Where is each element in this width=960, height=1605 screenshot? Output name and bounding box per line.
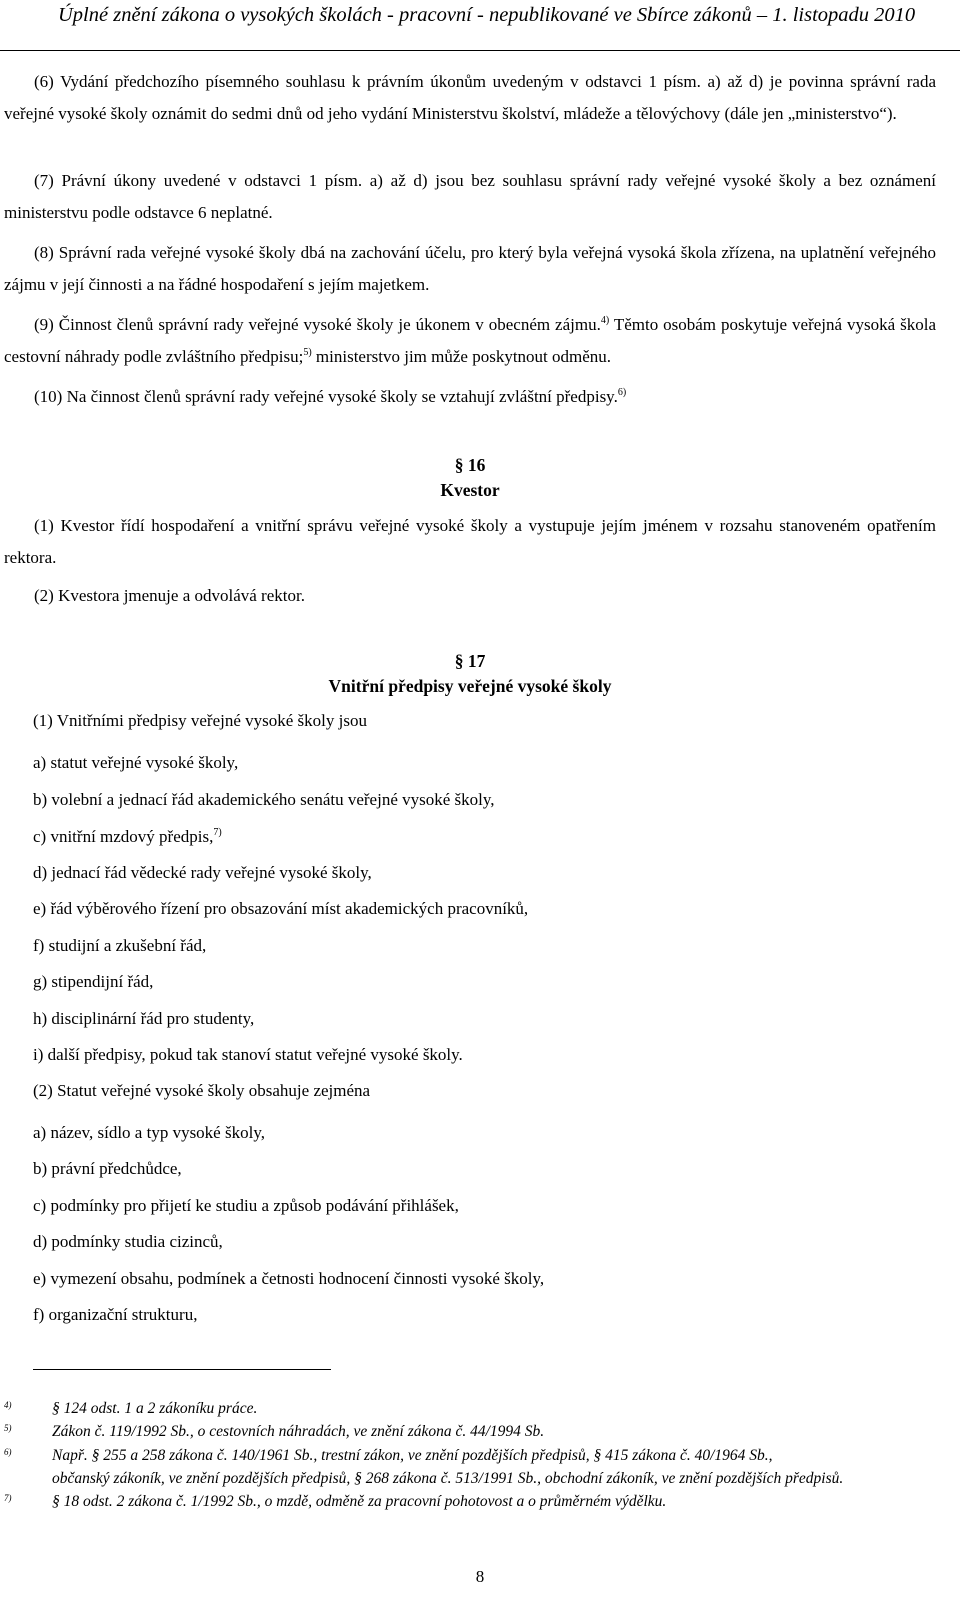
footnote-ref-5: 5) — [303, 347, 312, 358]
list1-item-c — [33, 826, 222, 848]
page-number: 8 — [475, 1567, 485, 1586]
footnote-4-text: § 124 odst. 1 a 2 zákoníku práce. — [52, 1400, 258, 1417]
list1-item-h: h) disciplinární řád pro studenty, — [33, 1009, 255, 1028]
section-17-paragraph-1: (1) Vnitřními předpisy veřejné vysoké školy jsou — [33, 711, 367, 730]
footnote-7-text: § 18 odst. 2 zákona č. 1/1992 Sb., o mzdě, odměně za pracovní pohotovost a o průměrném výdělku. — [52, 1493, 667, 1510]
paragraph-10-text: (10) Na činnost členů správní rady veřejné vysoké školy se vztahují zvláštní předpisy. — [34, 387, 618, 406]
paragraph-9-text-b: Těmto osobám poskytuje veřejná vysoká škola cestovní náhrady podle zvláštního předpisu; — [4, 315, 936, 366]
list1-item-e: e) řád výběrového řízení pro obsazování míst akademických pracovníků, — [33, 899, 529, 918]
header-title: Úplné znění zákona o vysokých školách - pracovní - nepublikované ve Sbírce zákonů – 1. listopadu 2010 — [58, 4, 916, 26]
footnote-5-text: Zákon č. 119/1992 Sb., o cestovních náhradách, ve znění zákona č. 44/1994 Sb. — [52, 1423, 545, 1440]
section-17-title: Vnitřní předpisy veřejné vysoké školy — [328, 676, 612, 696]
footnote-ref-6: 6) — [617, 387, 627, 398]
footnote-7-mark: 7) — [4, 1493, 12, 1503]
section-16-paragraph-2: (2) Kvestora jmenuje a odvolává rektor. — [34, 586, 305, 605]
footnote-separator — [33, 1369, 331, 1370]
list1-item-f: f) studijní a zkušební řád, — [33, 936, 207, 955]
list1-item-c-text: c) vnitřní mzdový předpis, — [33, 827, 214, 846]
footnote-ref-7: 7) — [213, 827, 222, 838]
list2-item-c: c) podmínky pro přijetí ke studiu a způsob podávání přihlášek, — [33, 1196, 459, 1215]
paragraph-10 — [4, 381, 936, 413]
footnote-6-text-line-2: občanský zákoník, ve znění pozdějších předpisů, § 268 zákona č. 513/1991 Sb., obchodní zákoník, ve znění pozdějších předpisů. — [52, 1470, 844, 1487]
list2-item-a: a) název, sídlo a typ vysoké školy, — [33, 1123, 265, 1142]
list2-item-e: e) vymezení obsahu, podmínek a četnosti hodnocení činnosti vysoké školy, — [33, 1269, 545, 1288]
footnote-6-text: Např. § 255 a 258 zákona č. 140/1961 Sb., trestní zákon, ve znění pozdějších předpisů, § 415 zákona č. 40/1964 Sb., — [52, 1447, 773, 1464]
list1-item-d: d) jednací řád vědecké rady veřejné vysoké školy, — [33, 863, 372, 882]
paragraph-6: (6) Vydání předchozího písemného souhlasu k právním úkonům uvedeným v odstavci 1 písm. a) až d) je povinna správní rada veřejné vysoké školy oznámit do sedmi dnů od jeho vydání Ministerstvu školství, mládeže a tělovýchovy (dále jen „ministerstvo“). — [4, 72, 936, 123]
list1-item-a: a) statut veřejné vysoké školy, — [33, 753, 239, 772]
list1-item-g: g) stipendijní řád, — [33, 972, 154, 991]
paragraph-9-text-a: (9) Činnost členů správní rady veřejné vysoké školy je úkonem v obecném zájmu. — [34, 315, 601, 334]
paragraph-9 — [4, 309, 936, 373]
footnote-4-mark: 4) — [4, 1400, 12, 1410]
paragraph-7: (7) Právní úkony uvedené v odstavci 1 písm. a) až d) jsou bez souhlasu správní rady veřejné vysoké školy a bez oznámení ministerstvu podle odstavce 6 neplatné. — [4, 171, 936, 222]
footnote-6-mark: 6) — [4, 1447, 12, 1457]
paragraph-9-text-c: ministerstvo jim může poskytnout odměnu. — [311, 347, 612, 366]
footnote-5-mark: 5) — [4, 1423, 12, 1433]
section-17-paragraph-2: (2) Statut veřejné vysoké školy obsahuje zejména — [33, 1081, 371, 1100]
list2-item-f: f) organizační strukturu, — [33, 1305, 198, 1324]
section-16-title: Kvestor — [440, 480, 500, 500]
list1-item-i: i) další předpisy, pokud tak stanoví statut veřejné vysoké školy. — [33, 1045, 463, 1064]
section-17-number: § 17 — [454, 651, 486, 671]
footnote-ref-4: 4) — [600, 315, 610, 326]
list2-item-b: b) právní předchůdce, — [33, 1159, 182, 1178]
section-16-paragraph-1: (1) Kvestor řídí hospodaření a vnitřní správu veřejné vysoké školy a vystupuje jejím jménem v rozsahu stanoveném opatřením rektora. — [4, 516, 936, 567]
section-16-number: § 16 — [454, 455, 486, 475]
list1-item-b: b) volební a jednací řád akademického senátu veřejné vysoké školy, — [33, 790, 495, 809]
list2-item-d: d) podmínky studia cizinců, — [33, 1232, 223, 1251]
paragraph-8: (8) Správní rada veřejné vysoké školy dbá na zachování účelu, pro který byla veřejná vysoká škola zřízena, na uplatnění veřejného zájmu v její činnosti a na řádné hospodaření s jejím majetkem. — [4, 243, 936, 294]
running-header — [0, 0, 960, 51]
